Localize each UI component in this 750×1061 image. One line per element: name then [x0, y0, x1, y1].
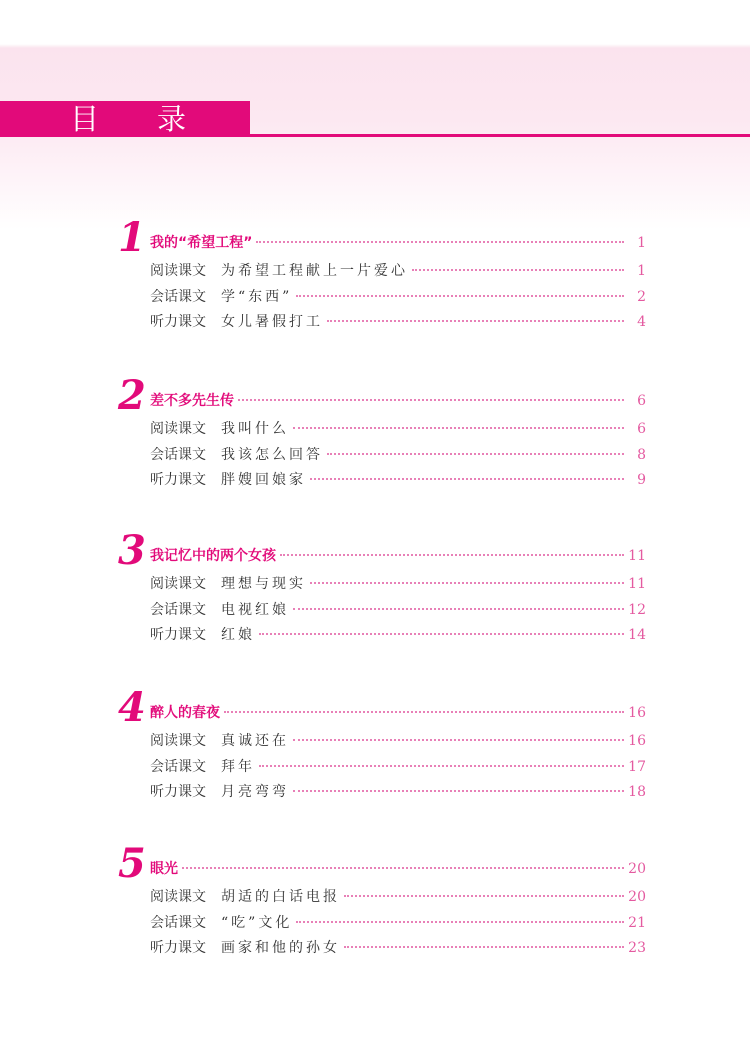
lesson-type: 阅读课文 — [150, 576, 206, 592]
lesson-title[interactable]: 理想与现实 — [221, 576, 306, 592]
lesson-entry[interactable] — [150, 260, 646, 286]
unit-heading[interactable] — [116, 527, 646, 575]
dot-leader — [293, 608, 624, 610]
unit-heading[interactable] — [116, 372, 646, 420]
lesson-entry[interactable] — [150, 599, 646, 625]
page-number[interactable]: 4 — [637, 314, 646, 330]
lesson-title[interactable]: 女儿暑假打工 — [221, 314, 323, 330]
dot-leader — [293, 790, 624, 792]
dot-leader — [344, 895, 624, 897]
lesson-list — [150, 260, 646, 337]
dot-leader — [259, 765, 624, 767]
dot-leader — [296, 295, 624, 297]
lesson-list — [150, 730, 646, 807]
toc-unit — [116, 684, 646, 800]
lesson-entry[interactable] — [150, 624, 646, 650]
dot-leader — [224, 711, 624, 713]
lesson-entry[interactable] — [150, 912, 646, 938]
lesson-title[interactable]: “吃”文化 — [221, 914, 293, 931]
unit-title[interactable]: 我的“希望工程” — [150, 235, 253, 251]
lesson-type: 听力课文 — [150, 940, 206, 956]
lesson-type: 听力课文 — [150, 627, 206, 643]
lesson-title[interactable]: 红娘 — [221, 627, 255, 643]
unit-number: 2 — [118, 372, 146, 419]
toc-unit — [116, 840, 646, 956]
unit-title[interactable]: 差不多先生传 — [150, 393, 234, 409]
lesson-entry[interactable] — [150, 469, 646, 495]
unit-title-row — [150, 390, 646, 410]
unit-title-row — [150, 702, 646, 722]
lesson-title[interactable]: 胡适的白话电报 — [221, 889, 340, 905]
lesson-entry[interactable] — [150, 573, 646, 599]
lesson-type: 会话课文 — [150, 288, 206, 305]
page-number[interactable]: 11 — [628, 576, 646, 592]
lesson-title[interactable]: 胖嫂回娘家 — [221, 472, 306, 488]
page-number[interactable]: 2 — [637, 288, 646, 305]
dot-leader — [344, 946, 624, 948]
unit-title-row — [150, 545, 646, 565]
page-number[interactable]: 8 — [637, 446, 646, 463]
lesson-type: 会话课文 — [150, 914, 206, 931]
dot-leader — [412, 269, 624, 271]
lesson-title[interactable]: 月亮弯弯 — [221, 784, 289, 800]
unit-number: 5 — [118, 840, 146, 887]
lesson-type: 阅读课文 — [150, 733, 206, 749]
page-number[interactable]: 20 — [628, 861, 646, 877]
lesson-entry[interactable] — [150, 286, 646, 312]
page-number[interactable]: 6 — [637, 393, 646, 409]
unit-title[interactable]: 我记忆中的两个女孩 — [150, 548, 276, 564]
page-number[interactable]: 1 — [637, 263, 646, 279]
unit-heading[interactable] — [116, 840, 646, 888]
page-number[interactable]: 16 — [628, 733, 646, 749]
lesson-entry[interactable] — [150, 781, 646, 807]
dot-leader — [259, 633, 624, 635]
unit-title[interactable]: 醉人的春夜 — [150, 705, 220, 721]
unit-heading[interactable] — [116, 684, 646, 732]
lesson-entry[interactable] — [150, 886, 646, 912]
page-number[interactable]: 6 — [637, 421, 646, 437]
toc-unit — [116, 527, 646, 643]
toc-unit — [116, 214, 646, 330]
page-number[interactable]: 12 — [628, 601, 646, 618]
lesson-type: 会话课文 — [150, 758, 206, 775]
page-number[interactable]: 9 — [637, 472, 646, 488]
lesson-type: 阅读课文 — [150, 889, 206, 905]
dot-leader — [310, 582, 624, 584]
unit-title-row — [150, 858, 646, 878]
dot-leader — [327, 320, 624, 322]
lesson-entry[interactable] — [150, 444, 646, 470]
dot-leader — [238, 399, 624, 401]
page-number[interactable]: 23 — [628, 940, 646, 956]
lesson-list — [150, 573, 646, 650]
lesson-title[interactable]: 我叫什么 — [221, 421, 289, 437]
unit-heading[interactable] — [116, 214, 646, 262]
page-number[interactable]: 11 — [628, 548, 646, 564]
dot-leader — [293, 739, 624, 741]
page-number[interactable]: 21 — [628, 914, 646, 931]
lesson-title[interactable]: 拜年 — [221, 758, 255, 775]
unit-number: 1 — [118, 214, 146, 261]
unit-number: 3 — [118, 527, 146, 574]
page-number[interactable]: 18 — [628, 784, 646, 800]
toc-unit — [116, 372, 646, 488]
lesson-title[interactable]: 真诚还在 — [221, 733, 289, 749]
page-title: 目录 — [70, 102, 245, 136]
unit-title[interactable]: 眼光 — [150, 861, 178, 877]
lesson-list — [150, 886, 646, 963]
lesson-title[interactable]: 为希望工程献上一片爱心 — [221, 263, 408, 279]
page-number[interactable]: 17 — [628, 758, 646, 775]
dot-leader — [256, 241, 624, 243]
dot-leader — [327, 453, 624, 455]
dot-leader — [310, 478, 624, 480]
page-number[interactable]: 16 — [628, 705, 646, 721]
dot-leader — [296, 921, 624, 923]
page-number[interactable]: 1 — [637, 235, 646, 251]
lesson-title[interactable]: 画家和他的孙女 — [221, 940, 340, 956]
lesson-entry[interactable] — [150, 418, 646, 444]
page-number[interactable]: 20 — [628, 889, 646, 905]
lesson-title[interactable]: 电视红娘 — [221, 601, 289, 618]
lesson-list — [150, 418, 646, 495]
unit-title-row — [150, 232, 646, 252]
lesson-type: 听力课文 — [150, 314, 206, 330]
lesson-title[interactable]: 我该怎么回答 — [221, 446, 323, 463]
lesson-type: 会话课文 — [150, 446, 206, 463]
lesson-title[interactable]: 学“东西” — [221, 288, 293, 305]
lesson-entry[interactable] — [150, 730, 646, 756]
heading-rule — [250, 134, 750, 137]
dot-leader — [293, 427, 624, 429]
lesson-entry[interactable] — [150, 937, 646, 963]
lesson-type: 听力课文 — [150, 784, 206, 800]
lesson-type: 阅读课文 — [150, 263, 206, 279]
lesson-type: 阅读课文 — [150, 421, 206, 437]
unit-number: 4 — [118, 684, 146, 731]
lesson-entry[interactable] — [150, 311, 646, 337]
lesson-entry[interactable] — [150, 756, 646, 782]
page-number[interactable]: 14 — [628, 627, 646, 643]
dot-leader — [182, 867, 624, 869]
lesson-type: 会话课文 — [150, 601, 206, 618]
dot-leader — [280, 554, 624, 556]
lesson-type: 听力课文 — [150, 472, 206, 488]
